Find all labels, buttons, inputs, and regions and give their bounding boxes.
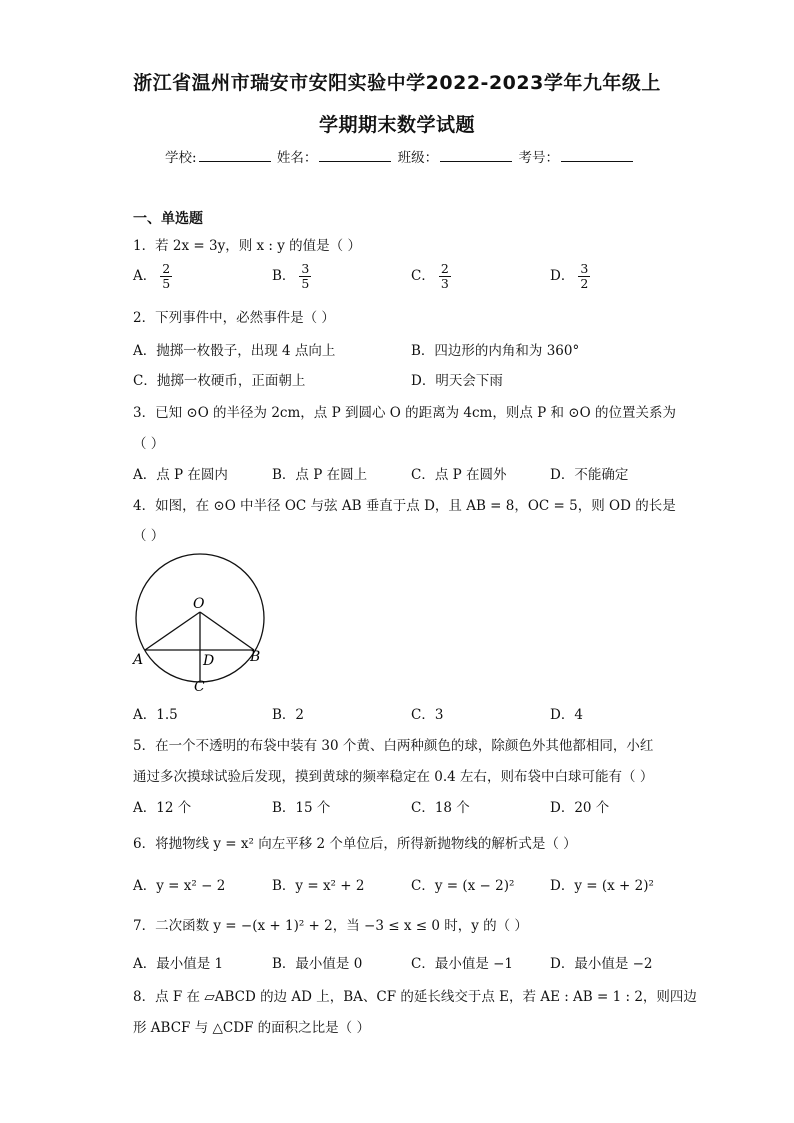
q6-stem: 6．将抛物线 y = x² 向左平移 2 个单位后，所得新抛物线的解析式是（ ） — [133, 836, 577, 852]
q5-stem-line-1: 5．在一个不透明的布袋中装有 30 个黄、白两种颜色的球，除颜色外其他都相同，小红 — [133, 738, 654, 754]
q4-stem-line-1: 4．如图，在 ⊙O 中半径 OC 与弦 AB 垂直于点 D，且 AB = 8，OC = 5，则 OD 的长是 — [133, 498, 676, 514]
q5-option-a[interactable]: A．12 个 — [133, 800, 192, 816]
name-label: 姓名： — [276, 150, 318, 166]
label-d: D — [203, 653, 215, 669]
q1-stem: 1．若 2x = 3y，则 x : y 的值是（ ） — [133, 238, 361, 254]
q4-option-c[interactable]: C．3 — [411, 707, 444, 723]
q3-stem-line-2: （ ） — [133, 436, 165, 452]
q1-d-denominator: 2 — [580, 276, 589, 291]
q1-c-denominator: 3 — [440, 276, 449, 291]
q4-option-a[interactable]: A．1.5 — [133, 707, 178, 723]
q5-stem-line-2: 通过多次摸球试验后发现，摸到黄球的频率稳定在 0.4 左右，则布袋中白球可能有（ ） — [133, 769, 654, 785]
q1-a-label: A． — [133, 268, 157, 284]
q1-c-label: C． — [411, 268, 435, 284]
exam-no-label: 考号： — [518, 150, 559, 166]
q5-option-c[interactable]: C．18 个 — [411, 800, 470, 816]
q2-stem: 2．下列事件中，必然事件是（ ） — [133, 310, 335, 326]
q6-option-a[interactable]: A．y = x² − 2 — [133, 878, 226, 894]
label-a: A — [133, 652, 144, 668]
segment-ob — [200, 612, 254, 650]
q1-a-numerator: 2 — [162, 261, 171, 276]
segment-oa — [145, 612, 200, 650]
q1-option-a[interactable] — [133, 262, 172, 291]
q1-b-denominator: 5 — [301, 276, 310, 291]
q3-option-b[interactable]: B．点 P 在圆上 — [272, 467, 368, 483]
q6-option-c[interactable]: C．y = (x − 2)² — [411, 878, 515, 894]
q1-option-c[interactable] — [411, 262, 451, 291]
label-b: B — [250, 649, 261, 665]
q7-option-d[interactable]: D．最小值是 −2 — [550, 956, 653, 972]
q7-option-b[interactable]: B．最小值是 0 — [272, 956, 363, 972]
q1-a-fraction — [160, 262, 172, 291]
q8-stem-line-2: 形 ABCF 与 △CDF 的面积之比是（ ） — [133, 1020, 370, 1036]
school-label: 学校: — [165, 150, 197, 166]
title-line-1: 浙江省温州市瑞安市安阳实验中学2022-2023学年九年级上 — [133, 72, 661, 94]
q4-stem-line-2: （ ） — [133, 528, 165, 544]
school-blank[interactable] — [199, 148, 271, 162]
q7-option-a[interactable]: A．最小值是 1 — [133, 956, 224, 972]
q2-option-b[interactable]: B．四边形的内角和为 360° — [411, 343, 580, 359]
class-label: 班级： — [397, 150, 439, 166]
q8-stem-line-1: 8．点 F 在 ▱ABCD 的边 AD 上，BA、CF 的延长线交于点 E，若 AE : AB = 1 : 2，则四边 — [133, 989, 697, 1005]
q1-a-denominator: 5 — [162, 276, 171, 291]
q5-option-b[interactable]: B．15 个 — [272, 800, 331, 816]
q3-option-d[interactable]: D．不能确定 — [550, 467, 629, 483]
q3-option-c[interactable]: C．点 P 在圆外 — [411, 467, 507, 483]
q6-option-d[interactable]: D．y = (x + 2)² — [550, 878, 654, 894]
q1-b-label: B． — [272, 268, 296, 284]
q1-b-fraction — [299, 262, 311, 291]
q7-option-c[interactable]: C．最小值是 −1 — [411, 956, 514, 972]
q1-d-label: D． — [550, 268, 575, 284]
q1-option-b[interactable] — [272, 262, 311, 291]
q1-b-numerator: 3 — [301, 261, 310, 276]
q1-option-d[interactable] — [550, 262, 590, 291]
q3-stem-line-1: 3．已知 ⊙O 的半径为 2cm，点 P 到圆心 O 的距离为 4cm，则点 P 和 ⊙O 的位置关系为 — [133, 405, 676, 421]
title-line-2: 学期期末数学试题 — [318, 114, 475, 136]
q1-d-numerator: 3 — [580, 261, 589, 276]
exam-no-blank[interactable] — [561, 148, 633, 162]
q2-option-c[interactable]: C．抛掷一枚硬币，正面朝上 — [133, 373, 306, 389]
label-c: C — [194, 679, 205, 695]
q6-option-b[interactable]: B．y = x² + 2 — [272, 878, 365, 894]
q1-c-numerator: 2 — [440, 261, 449, 276]
section-heading: 一、单选题 — [133, 211, 203, 227]
label-o: O — [193, 596, 205, 612]
q1-d-fraction — [578, 262, 590, 291]
q7-stem: 7．二次函数 y = −(x + 1)² + 2，当 −3 ≤ x ≤ 0 时，y 的（ ） — [133, 918, 528, 934]
q3-option-a[interactable]: A．点 P 在圆内 — [133, 467, 228, 483]
name-blank[interactable] — [319, 148, 391, 162]
q4-option-d[interactable]: D．4 — [550, 707, 583, 723]
student-info-line — [165, 146, 635, 166]
q2-option-a[interactable]: A．抛掷一枚骰子，出现 4 点向上 — [133, 343, 336, 359]
q5-option-d[interactable]: D．20 个 — [550, 800, 610, 816]
class-blank[interactable] — [440, 148, 512, 162]
q4-circle-figure — [125, 550, 275, 700]
q2-option-d[interactable]: D．明天会下雨 — [411, 373, 503, 389]
q1-c-fraction — [439, 262, 451, 291]
q4-option-b[interactable]: B．2 — [272, 707, 305, 723]
